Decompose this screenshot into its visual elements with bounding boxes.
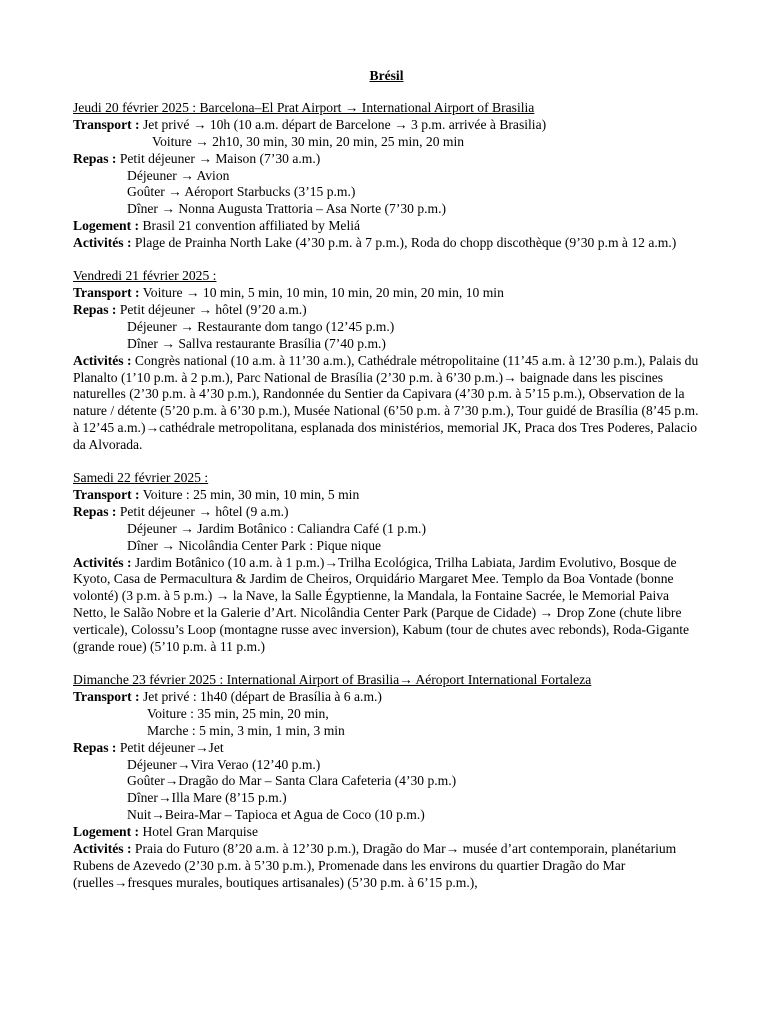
repas-line: Goûter → Aéroport Starbucks (3’15 p.m.)	[127, 184, 356, 200]
transport-line	[73, 487, 700, 504]
repas-text: Petit déjeuner → Maison (7’30 a.m.)	[116, 150, 321, 166]
activites-paragraph	[73, 235, 700, 252]
repas-line: Dîner → Sallva restaurante Brasília (7’40 p.m.)	[127, 335, 386, 351]
activites-label: Activités :	[73, 841, 132, 857]
activites-paragraph	[73, 353, 700, 454]
activites-text: Praia do Futuro (8’20 a.m. à 12’30 p.m.), Dragão do Mar→ musée d’art contemporain, planétarium Rubens de Azevedo (2’30 p.m. à 5’30 p.m.), Promenade dans les environs du quartier Dragão do Mar (ruelles→fresques murales, boutiques artisanales) (5’30 p.m. à 6’15 p.m.),	[73, 841, 677, 890]
repas-line: Dîner → Nonna Augusta Trattoria – Asa Norte (7’30 p.m.)	[127, 201, 447, 217]
transport-line: Voiture → 2h10, 30 min, 30 min, 20 min, 25 min, 20 min	[152, 133, 465, 149]
document-title: Brésil	[369, 68, 404, 83]
repas-text: Petit déjeuner → hôtel (9 a.m.)	[116, 503, 289, 519]
transport-line	[73, 117, 700, 134]
day-heading: Samedi 22 février 2025 :	[73, 470, 209, 486]
transport-label: Transport :	[73, 688, 140, 704]
activites-text: Congrès national (10 a.m. à 11’30 a.m.), Cathédrale métropolitaine (11’45 a.m. à 12’30 p.m.), Palais du Planalto (1’10 p.m. à 2 p.m.), Parc National de Brasília (2’30 p.m. à 6’30 p.m.)→ baignade dans les piscines naturelles (2’30 p.m. à 4’30 p.m.), Randonnée du Sentier da Capivara (4’30 p.m. à 5’15 p.m.), Observation de la nature / détente (5’20 p.m. à 6’30 p.m.), Musée National (6’50 p.m. à 7’30 p.m.), Tour guidé de Brasília (8’45 p.m. à 12’45 a.m.)→cathédrale metropolitana, esplanada dos ministérios, memorial JK, Praca dos Tres Poderes, Palacio da Alvorada.	[73, 352, 699, 453]
transport-label: Transport :	[73, 116, 140, 132]
repas-text: Petit déjeuner → hôtel (9’20 a.m.)	[116, 301, 307, 317]
transport-line	[73, 689, 700, 706]
transport-text: Jet privé → 10h (10 a.m. départ de Barcelone → 3 p.m. arrivée à Brasilia)	[139, 116, 547, 132]
transport-line: Voiture : 35 min, 25 min, 20 min,	[147, 705, 329, 721]
repas-label: Repas :	[73, 503, 117, 519]
logement-line	[73, 218, 700, 235]
transport-line	[73, 285, 700, 302]
activites-paragraph	[73, 841, 700, 892]
activites-text: Jardim Botânico (10 a.m. à 1 p.m.)→Trilha Ecológica, Trilha Labiata, Jardim Evolutivo, Bosque de Kyoto, Casa de Permacultura & Jardim de Cheiros, Orquidário Margaret Mee. Templo da Boa Vontade (bonne volonté) (3 p.m. à 5 p.m.) → la Nave, la Salle Égyptienne, la Mandala, la Fontaine Sacrée, le Memorial Paiva Netto, le Salão Nobre et la Galerie d’Art. Nicolândia Center Park (Parque de Cidade) → Drop Zone (chute libre verticale), Colossu’s Loop (montagne russe avec inversion), Kabum (tour de chutes avec rebonds), Roda-Gigante (grande roue) (5’10 p.m. à 11 p.m.)	[73, 554, 690, 655]
repas-label: Repas :	[73, 739, 117, 755]
transport-text: Voiture : 25 min, 30 min, 10 min, 5 min	[139, 486, 360, 502]
repas-line	[73, 151, 700, 168]
repas-line: Goûter→Dragão do Mar – Santa Clara Cafeteria (4’30 p.m.)	[127, 773, 457, 789]
logement-line	[73, 824, 700, 841]
activites-paragraph	[73, 555, 700, 656]
day-section	[73, 268, 700, 454]
repas-line: Déjeuner → Avion	[127, 167, 230, 183]
activites-label: Activités :	[73, 235, 132, 251]
logement-label: Logement :	[73, 218, 140, 234]
transport-label: Transport :	[73, 486, 140, 502]
repas-line	[73, 504, 700, 521]
repas-line: Nuit→Beira-Mar – Tapioca et Agua de Coco (10 p.m.)	[127, 807, 425, 823]
repas-line	[73, 740, 700, 757]
transport-text: Jet privé : 1h40 (départ de Brasília à 6 a.m.)	[139, 688, 382, 704]
day-section	[73, 470, 700, 656]
repas-line: Déjeuner→Vira Verao (12’40 p.m.)	[127, 756, 321, 772]
day-section	[73, 100, 700, 252]
day-section	[73, 672, 700, 892]
repas-label: Repas :	[73, 150, 117, 166]
logement-label: Logement :	[73, 824, 140, 840]
activites-text: Plage de Prainha North Lake (4’30 p.m. à 7 p.m.), Roda do chopp discothèque (9’30 p.m à 12 a.m.)	[131, 235, 677, 251]
activites-label: Activités :	[73, 352, 132, 368]
repas-line: Déjeuner → Restaurante dom tango (12’45 p.m.)	[127, 318, 395, 334]
repas-line: Dîner→Illa Mare (8’15 p.m.)	[127, 790, 287, 806]
repas-line	[73, 302, 700, 319]
transport-line: Marche : 5 min, 3 min, 1 min, 3 min	[147, 722, 345, 738]
day-heading: Dimanche 23 février 2025 : International Airport of Brasilia→ Aéroport International Fortaleza	[73, 672, 592, 687]
logement-text: Hotel Gran Marquise	[139, 824, 258, 840]
day-heading: Jeudi 20 février 2025 : Barcelona–El Prat Airport → International Airport of Brasilia	[73, 99, 535, 115]
repas-line: Dîner → Nicolândia Center Park : Pique nique	[127, 537, 382, 553]
transport-text: Voiture → 10 min, 5 min, 10 min, 10 min, 20 min, 20 min, 10 min	[139, 284, 504, 300]
repas-line: Déjeuner → Jardim Botânico : Caliandra Café (1 p.m.)	[127, 520, 426, 536]
logement-text: Brasil 21 convention affiliated by Meliá	[139, 218, 361, 234]
activites-label: Activités :	[73, 554, 132, 570]
day-heading: Vendredi 21 février 2025 :	[73, 268, 217, 284]
repas-text: Petit déjeuner→Jet	[116, 739, 224, 755]
repas-label: Repas :	[73, 301, 117, 317]
transport-label: Transport :	[73, 284, 140, 300]
